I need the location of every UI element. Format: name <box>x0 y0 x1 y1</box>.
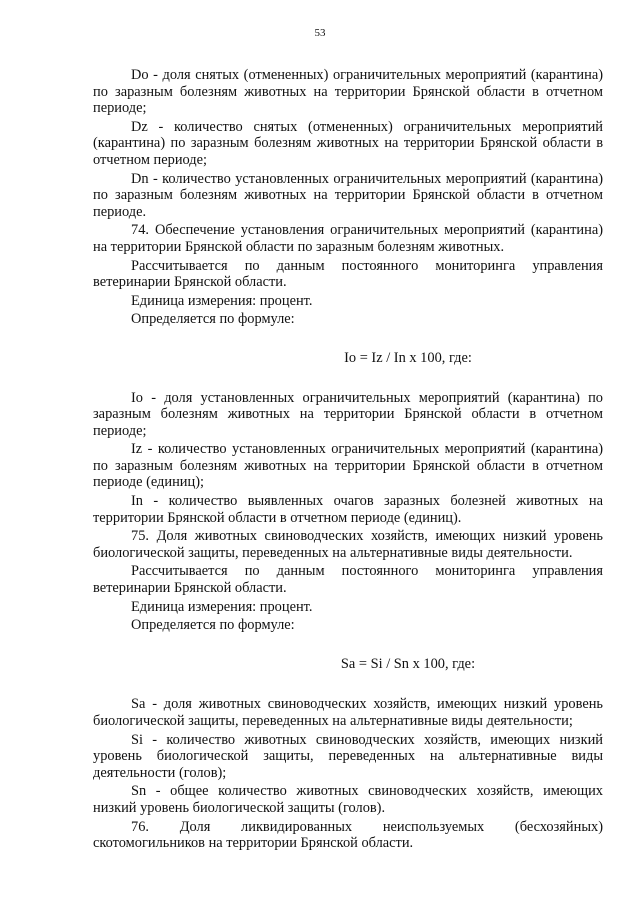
paragraph-calc-source-75: Рассчитывается по данным постоянного мониторинга управления ветеринарии Брянской области. <box>93 563 603 597</box>
paragraph-calc-source-74: Рассчитывается по данным постоянного мониторинга управления ветеринарии Брянской области. <box>93 257 603 291</box>
paragraph-item-74: 74. Обеспечение установления ограничительных мероприятий (карантина) на территории Брянской области по заразным болезням животных. <box>93 222 603 255</box>
formula-sa: Sa = Si / Sn x 100, где: <box>340 655 476 672</box>
paragraph-iz-definition: Iz - количество установленных ограничительных мероприятий (карантина) по заразным болезням животных на территории Брянской области в отчетном периоде (единиц); <box>93 441 603 491</box>
paragraph-sn-definition: Sn - общее количество животных свиноводческих хозяйств, имеющих низкий уровень биологической защиты (голов). <box>93 783 603 816</box>
paragraph-formula-intro-74: Определяется по формуле: <box>131 311 295 328</box>
paragraph-in-definition: In - количество выявленных очагов заразных болезней животных на территории Брянской области в отчетном периоде (единиц). <box>93 493 603 526</box>
paragraph-dz-definition: Dz - количество снятых (отмененных) ограничительных мероприятий (карантина) по заразным болезням животных на территории Брянской области в отчетном периоде; <box>93 118 603 168</box>
document-body <box>93 67 603 854</box>
paragraph-item-76: 76. Доля ликвидированных неиспользуемых (бесхозяйных) скотомогильников на территории Брянской области. <box>93 818 603 852</box>
paragraph-do-definition: Do - доля снятых (отмененных) ограничительных мероприятий (карантина) по заразным болезням животных на территории Брянской области в отчетном периоде; <box>93 67 603 117</box>
paragraph-dn-definition: Dn - количество установленных ограничительных мероприятий (карантина) по заразным болезням животных на территории Брянской области в отчетном периоде. <box>93 170 603 220</box>
paragraph-io-definition: Io - доля установленных ограничительных мероприятий (карантина) по заразным болезням животных на территории Брянской области в отчетном периоде; <box>93 389 603 439</box>
paragraph-item-75: 75. Доля животных свиноводческих хозяйств, имеющих низкий уровень биологической защиты, переведенных на альтернативные виды деятельности. <box>93 528 603 561</box>
paragraph-formula-intro-75: Определяется по формуле: <box>131 617 295 634</box>
paragraph-si-definition: Si - количество животных свиноводческих хозяйств, имеющих низкий уровень биологической защиты, переведенных на альтернативные виды деятельности (голов); <box>93 731 603 781</box>
formula-io: Io = Iz / In x 100, где: <box>344 349 472 366</box>
page-number: 53 <box>314 27 326 39</box>
paragraph-unit-75: Единица измерения: процент. <box>131 598 313 615</box>
paragraph-sa-definition: Sa - доля животных свиноводческих хозяйств, имеющих низкий уровень биологической защиты, переведенных на альтернативные виды деятельности; <box>93 696 603 729</box>
paragraph-unit-74: Единица измерения: процент. <box>131 292 313 309</box>
